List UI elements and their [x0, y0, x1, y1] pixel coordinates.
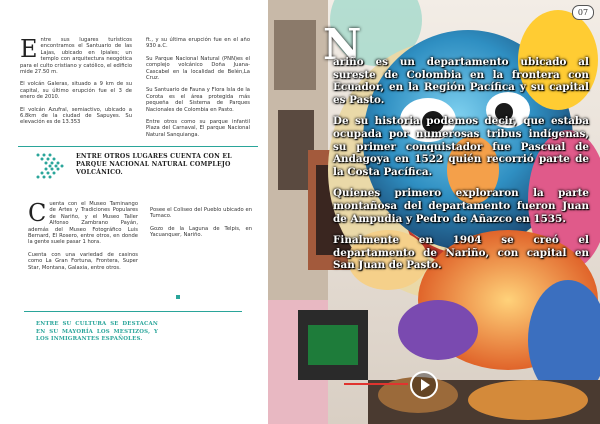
- paragraph: Entre otros como su parque infantil Plaza del Carnaval, El parque Nacional Natural Sanquianga.: [146, 119, 250, 138]
- paragraph: Quienes primero exploraron la parte montañosa del departamento fueron Juan de Ampudia y Pedro de Añazco en 1535.: [333, 187, 589, 225]
- paragraph: El volcán Azufral, semiactivo, ubicado a 6.8km de la ciudad de Sapuyes. Su elevación es de 13.353: [20, 106, 132, 126]
- left-page: [0, 0, 268, 424]
- divider-line: [18, 146, 258, 147]
- page-number: 07: [572, 5, 594, 20]
- accent-line: [344, 383, 408, 385]
- drop-cap: E: [20, 35, 38, 63]
- paragraph: Su Parque Nacional Natural (PNN)es el complejo volcánico Doña Juana-Cascabel en la localidad de Belén,La Cruz.: [146, 55, 250, 82]
- paragraph: Finalmente en 1904 se creó el departamento de Nariño, con capital en San Juan de Pasto.: [333, 234, 589, 272]
- paragraph: Gozo de la Laguna de Telpis, en Yacuanquer, Nariño.: [150, 225, 252, 239]
- chevron-arrows-icon: [34, 151, 72, 181]
- text-column-4: [150, 207, 252, 245]
- main-article-text: [333, 56, 589, 281]
- drop-cap: C: [28, 199, 47, 227]
- paragraph: De su historia podemos decir, que estaba ocupada por numerosas tribus indígenas, su primer conquistador fue Pascual de Andagoya en 1522 quién recorrió parte de la Costa Pacífica.: [333, 115, 589, 178]
- right-page: [268, 0, 600, 424]
- paragraph: ariño es un departamento ubicado al sureste de Colombia en la frontera con Ecuador, en la Región Pacífica y su capital es Pasto.: [333, 56, 589, 106]
- paragraph: Cuenta con una variedad de casinos como La Gran Fortuna, Frontera, Super Star, Montana, Galaxia, entre otros.: [28, 251, 138, 271]
- divider-line: [24, 311, 242, 312]
- paragraph: Posee el Coliseo del Pueblo ubicado en Tumaco.: [150, 207, 252, 220]
- text-column-2: [146, 37, 250, 144]
- paragraph: El volcán Galeras, situado a 9 km de su capital, su último erupción fue el 3 de enero de 2010.: [20, 81, 132, 101]
- paragraph: Su Santuario de Fauna y Flora Isla de la Corota es el área protegida más pequeña del Sistema de Parques Nacionales de Colombia en Pasto.: [146, 87, 250, 113]
- paragraph: Cuenta con el Museo Taminango de Artes y Tradiciones Populares de Nariño, y el Museo Taller Alfonso Zambrano Payán, además del Museo Fotográfico Luis Bernard, El Rosero, entre otros, en donde la gente suele pasar 1 hora.: [28, 199, 138, 246]
- paragraph: Entre sus lugares turísticos encontramos el Santuario de las Lajas, ubicado en Ipiales; un templo con arquitectura neogótica para el culto cristiano y católico, el edificio mide 27.50 m.: [20, 35, 132, 76]
- drop-cap: N: [323, 20, 362, 69]
- paragraph: ft., y su última erupción fue en el año 930 a.C.: [146, 37, 250, 50]
- callout-text: ENTRE OTROS LUGARES CUENTA CON EL PARQUE NACIONAL NATURAL COMPLEJO VOLCÁNICO.: [76, 153, 232, 176]
- play-button-icon[interactable]: [410, 371, 438, 399]
- accent-square: [176, 295, 180, 299]
- text-column-3: [28, 201, 138, 277]
- pull-quote: ENTRE SU CULTURA SE DESTACAN EN SU MAYORÍA LOS MESTIZOS, Y LOS INMIGRANTES ESPAÑOLES.: [36, 321, 158, 342]
- text-column-1: [20, 37, 132, 132]
